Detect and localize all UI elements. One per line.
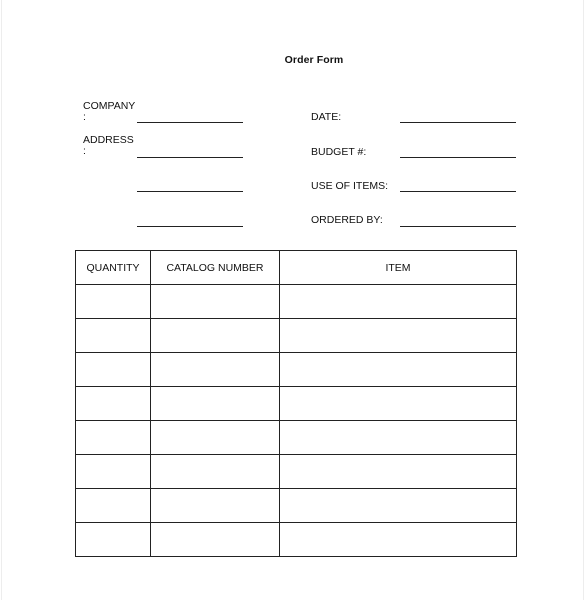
company-label: COMPANY	[83, 100, 136, 112]
quantity-cell[interactable]	[76, 523, 151, 557]
item-cell[interactable]	[280, 285, 517, 319]
quantity-cell[interactable]	[76, 353, 151, 387]
quantity-cell[interactable]	[76, 455, 151, 489]
catalog-number-cell[interactable]	[151, 353, 280, 387]
table-header-row	[76, 251, 517, 285]
catalog-number-cell[interactable]	[151, 489, 280, 523]
quantity-cell[interactable]	[76, 387, 151, 421]
address-line-1-field[interactable]	[137, 157, 243, 158]
ordered-by-label: ORDERED BY:	[311, 214, 383, 226]
quantity-cell[interactable]	[76, 319, 151, 353]
address-label: ADDRESS	[83, 134, 134, 146]
item-cell[interactable]	[280, 387, 517, 421]
quantity-cell[interactable]	[76, 489, 151, 523]
item-cell[interactable]	[280, 319, 517, 353]
catalog-number-cell[interactable]	[151, 523, 280, 557]
address-line-3-field[interactable]	[137, 226, 243, 227]
table-row	[76, 489, 517, 523]
catalog-number-cell[interactable]	[151, 421, 280, 455]
item-cell[interactable]	[280, 421, 517, 455]
company-line-field[interactable]	[137, 122, 243, 123]
quantity-cell[interactable]	[76, 285, 151, 319]
quantity-cell[interactable]	[76, 421, 151, 455]
table-row	[76, 319, 517, 353]
order-items-table	[75, 250, 517, 557]
company-colon: :	[83, 111, 86, 123]
catalog-number-header: CATALOG NUMBER	[151, 251, 280, 285]
catalog-number-cell[interactable]	[151, 387, 280, 421]
budget-label: BUDGET #:	[311, 146, 367, 158]
table-row	[76, 285, 517, 319]
item-cell[interactable]	[280, 353, 517, 387]
quantity-header: QUANTITY	[76, 251, 151, 285]
date-field[interactable]	[400, 122, 516, 123]
catalog-number-cell[interactable]	[151, 319, 280, 353]
table-row	[76, 353, 517, 387]
catalog-number-cell[interactable]	[151, 285, 280, 319]
page-edge-left	[1, 0, 2, 600]
ordered-by-field[interactable]	[400, 226, 516, 227]
use-of-items-label: USE OF ITEMS:	[311, 180, 389, 192]
catalog-number-cell[interactable]	[151, 455, 280, 489]
address-line-2-field[interactable]	[137, 191, 243, 192]
form-title: Order Form	[284, 54, 344, 66]
item-header: ITEM	[280, 251, 517, 285]
table-row	[76, 421, 517, 455]
item-cell[interactable]	[280, 489, 517, 523]
item-cell[interactable]	[280, 523, 517, 557]
address-colon: :	[83, 145, 86, 157]
budget-field[interactable]	[400, 157, 516, 158]
use-of-items-field[interactable]	[400, 191, 516, 192]
table-row	[76, 523, 517, 557]
page-edge-right	[583, 0, 584, 600]
item-cell[interactable]	[280, 455, 517, 489]
table-row	[76, 387, 517, 421]
date-label: DATE:	[311, 111, 342, 123]
table-row	[76, 455, 517, 489]
